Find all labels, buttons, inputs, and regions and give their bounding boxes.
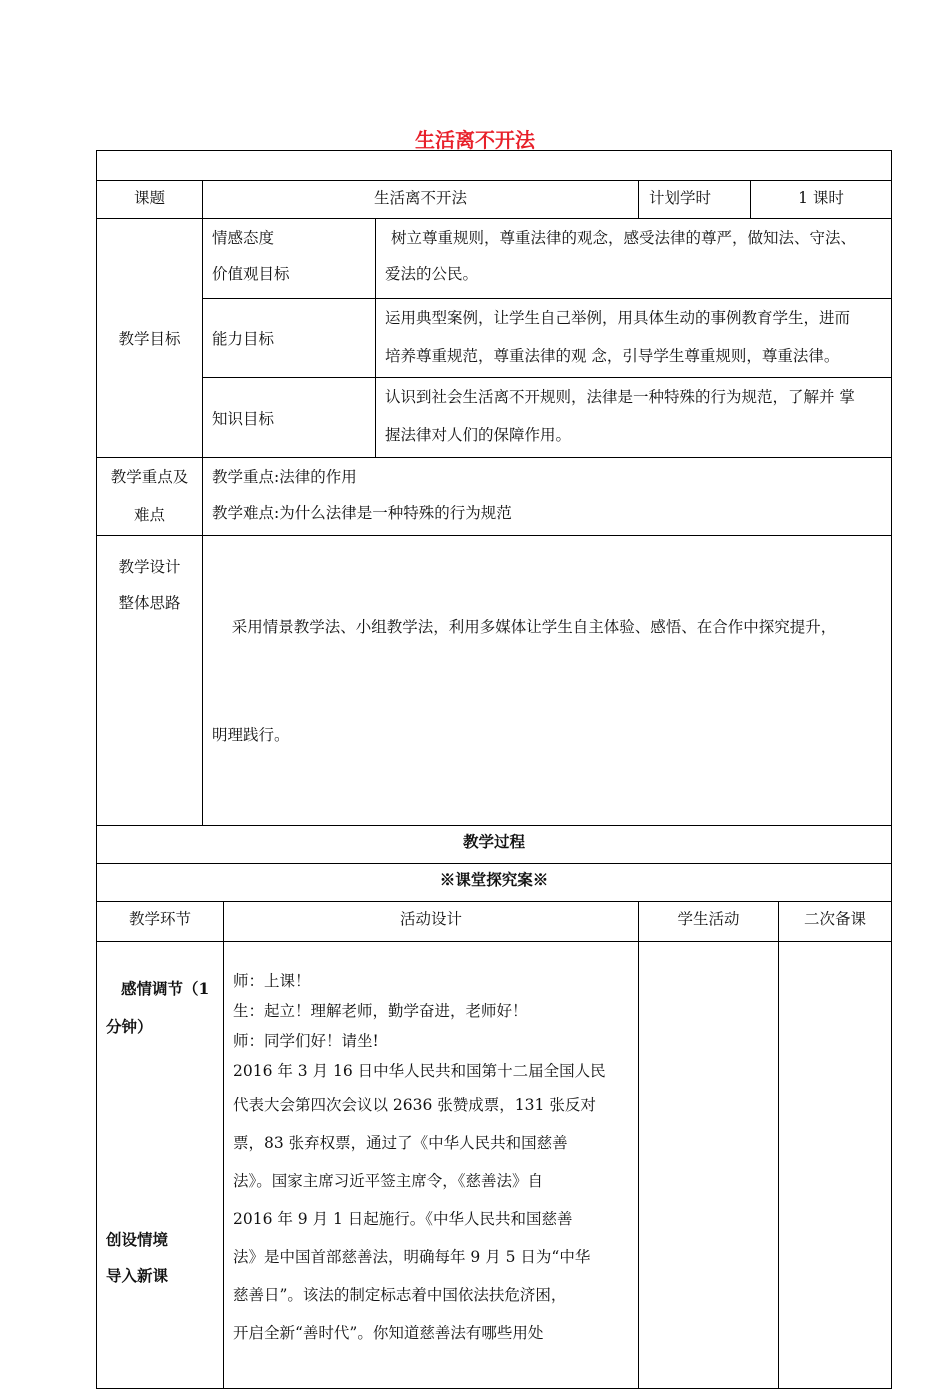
stage-column	[97, 942, 224, 1389]
design-label: 教学设计 整体思路	[97, 536, 203, 826]
hours-value: 1 课时	[751, 181, 892, 219]
objective-name: 能力目标	[203, 299, 376, 378]
focus-label: 教学重点及 难点	[97, 458, 203, 536]
objective-text: 认识到社会生活离不开规则，法律是一种特殊的行为规范，了解并 掌 握法律对人们的保障作用。	[376, 378, 892, 458]
second-prep-cell	[779, 942, 892, 1389]
design-content: 采用情景教学法、小组教学法，利用多媒体让学生自主体验、感悟、在合作中探究提升， 明理践行。	[203, 536, 892, 826]
process-header-student: 学生活动	[639, 902, 779, 942]
process-header-stage: 教学环节	[97, 902, 224, 942]
process-header-activity: 活动设计	[224, 902, 639, 942]
objectives-label: 教学目标	[97, 219, 203, 458]
page-title: 生活离不开法	[415, 128, 535, 152]
lesson-plan-table	[96, 150, 891, 1389]
objective-text: 树立尊重规则，尊重法律的观念，感受法律的尊严，做知法、守法、 爱法的公民。	[376, 219, 892, 299]
student-activity-cell	[639, 942, 779, 1389]
blank-row	[97, 151, 892, 181]
objective-text: 运用典型案例，让学生自己举例，用具体生动的事例教育学生，进而 培养尊重规范，尊重法律的观 念，引导学生尊重规则，尊重法律。	[376, 299, 892, 378]
objective-name: 情感态度 价值观目标	[203, 219, 376, 299]
topic-value: 生活离不开法	[203, 181, 639, 219]
process-title: 教学过程	[97, 826, 892, 864]
focus-content: 教学重点:法律的作用 教学难点:为什么法律是一种特殊的行为规范	[203, 458, 892, 536]
activity-design: 师：上课！ 生：起立！理解老师，勤学奋进，老师好！ 师：同学们好！请坐! 2016 年 3 月 16 日中华人民共和国第十二届全国人民 代表大会第四次会议以 2636 张赞成票，131 张反对 票，83 张弃权票，通过了《中华人民共和国慈善 法》。国家主席习近平签主席令，《慈善法》自 2016 年 9 月 1 日起施行。《中华人民共和国慈善 法》是中国首部慈善法，明确每年 9 月 5 日为“中华 慈善日”。该法的制定标志着中国依法扶危济困， 开启全新“善时代”。你知道慈善法有哪些用处	[224, 942, 639, 1389]
inquiry-title: ※课堂探究案※	[97, 864, 892, 902]
stage-intro: 创设情境 导入新课	[106, 1230, 169, 1285]
objective-name: 知识目标	[203, 378, 376, 458]
process-header-notes: 二次备课	[779, 902, 892, 942]
hours-label: 计划学时	[639, 181, 751, 219]
stage-emotion: 感情调节（1 分钟）	[106, 979, 210, 1036]
topic-label: 课题	[97, 181, 203, 219]
